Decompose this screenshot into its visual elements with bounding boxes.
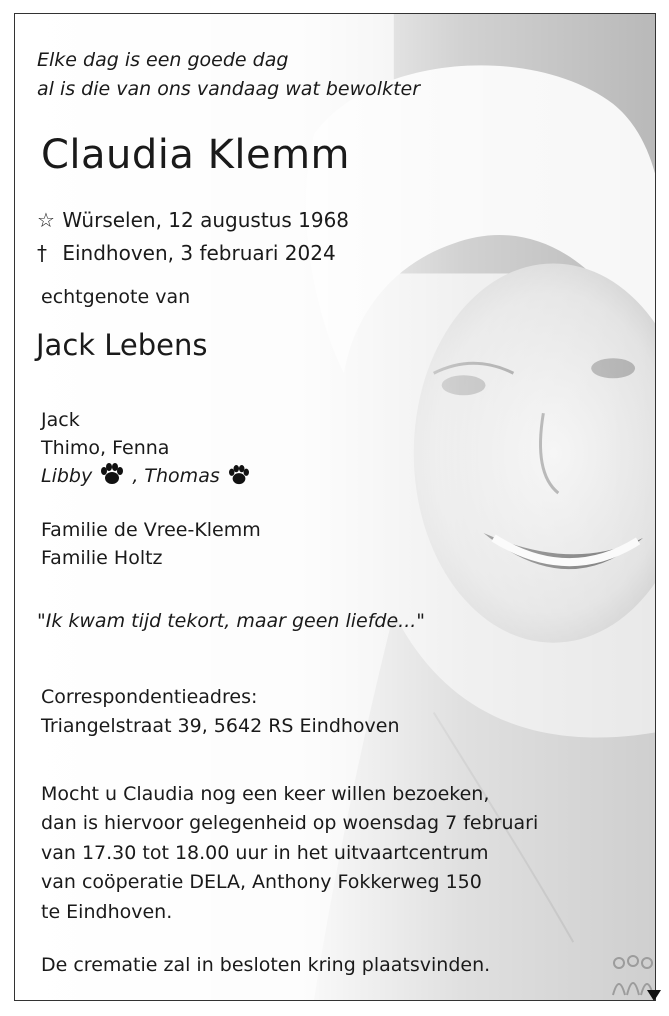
visit-line: dan is hiervoor gelegenheid op woensdag 7 februari (41, 812, 539, 835)
relative-line: Familie Holtz (41, 547, 163, 569)
visit-line: te Eindhoven. (41, 900, 173, 923)
quote: "Ik kwam tijd tekort, maar geen liefde..." (37, 610, 426, 632)
death-text: Eindhoven, 3 februari 2024 (62, 241, 336, 265)
visit-line: van 17.30 tot 18.00 uur in het uitvaartcentrum (41, 841, 489, 864)
family-list (41, 406, 252, 490)
relatives-list (41, 516, 261, 572)
correspondence-address (41, 683, 400, 741)
address-label: Correspondentieadres: (41, 686, 258, 708)
relative-line: Familie de Vree-Klemm (41, 519, 261, 541)
death-line (37, 237, 349, 270)
visit-info (41, 780, 538, 927)
family-line-1: Jack (41, 409, 80, 431)
life-dates (37, 204, 349, 270)
visit-line: Mocht u Claudia nog een keer willen bezoeken, (41, 783, 490, 805)
birth-line (37, 204, 349, 237)
scroll-down-arrow-icon[interactable] (647, 990, 661, 1001)
birth-text: Würselen, 12 augustus 1968 (62, 208, 350, 232)
star-icon: ☆ (37, 208, 55, 232)
motto-line-1: Elke dag is een goede dag (37, 49, 289, 71)
family-line-2: Thimo, Fenna (41, 437, 170, 459)
obituary-card (14, 13, 656, 1001)
visit-line: van coöperatie DELA, Anthony Fokkerweg 150 (41, 871, 482, 894)
deceased-name: Claudia Klemm (41, 132, 351, 178)
cremation-note: De crematie zal in besloten kring plaatsvinden. (41, 954, 491, 976)
address-text: Triangelstraat 39, 5642 RS Eindhoven (41, 715, 400, 737)
paw-icon (228, 465, 250, 485)
spouse-label: echtgenote van (41, 286, 191, 308)
motto-line-2: al is die van ons vandaag wat bewolkter (37, 78, 421, 100)
family-pets (41, 462, 252, 490)
cross-icon: † (37, 241, 47, 265)
motto (37, 46, 420, 104)
pet-name-libby: Libby (41, 465, 93, 487)
pet-name-thomas: , Thomas (132, 465, 220, 487)
spouse-name: Jack Lebens (36, 328, 208, 362)
paw-icon (100, 463, 124, 485)
